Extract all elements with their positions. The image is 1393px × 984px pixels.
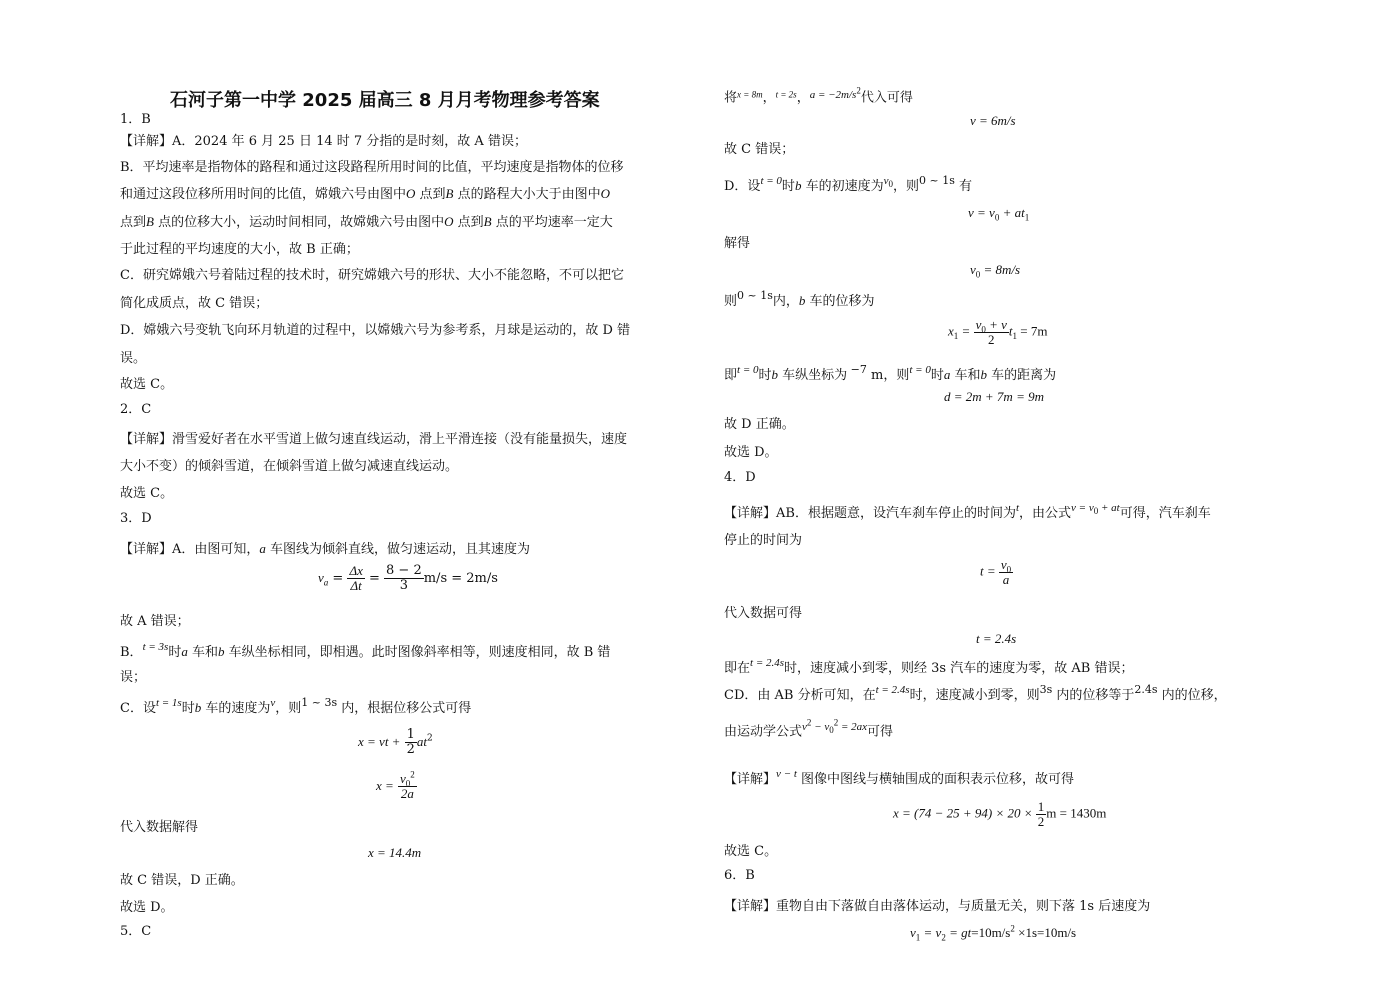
q2-explain-line1: 【详解】滑雪爱好者在水平雪道上做匀速直线运动，滑上平滑连接（没有能量损失，速度 [120,432,628,447]
r-formula-v-v0-at: $v = v_0 + at_1$ [968,205,1030,223]
q5-explain-line1: 【详解】$^{v - t}$ 图像中图线与横轴围成的面积表示位移，故可得 [724,768,1075,787]
r-solve: 解得 [724,236,751,251]
r-then-displacement: 则$^{0 \sim 1s}$内，b 车的位移为 [724,289,875,309]
q1-option-c-line2: 简化成质点，故 C 错误； [120,296,269,311]
r-formula-x1: $x_1$ = $\frac{v_0 + v}{2}$ $t_1 = 7m$ [948,317,1048,347]
q6-explain-line1: 【详解】重物自由下落做自由落体运动，与质量无关，则下落 1s 后速度为 [724,899,1151,914]
page-title: 石河子第一中学 2025 届高三 8 月月考物理参考答案 [170,90,600,111]
q4-explain-line4: CD．由 AB 分析可知，在$^{t = 2.4s}$时，速度减小到零，则$^{3s}$ 内的位移等于$^{2.4s}$ 内的位移， [724,683,1227,703]
question-3-number: 3．D [120,511,152,526]
question-1-number: 1．B [120,112,151,127]
q3-formula-displacement: x = vt + $\frac{1}{2}$ $at^2$ [358,727,433,757]
question-2-number: 2．C [120,402,152,417]
q3-substitute: 代入数据解得 [120,820,199,835]
q3-option-a: 【详解】A．由图可知，a 车图线为倾斜直线，做匀速运动，且其速度为 [120,541,531,557]
r-d-conclusion: 故 D 正确。 [724,417,795,432]
q5-formula-area: x = (74 − 25 + 94) × 20 × $\frac{1}{2}$ m = 1430m [893,799,1107,829]
r-formula-distance: d = 2m + 7m = 9m [944,389,1044,404]
q4-explain-line3: 即在$^{t = 2.4s}$时，速度减小到零，则经 3s 汽车的速度为零，故 AB 错误； [724,657,1134,676]
question-4-number: 4．D [724,470,756,485]
q3-conclusion: 故 C 错误，D 正确。 [120,873,244,888]
q3-option-b-line1: B．$^{t = 3s}$时a 车和b 车纵坐标相同，即相遇。此时图像斜率相等，则速度相同，故 B 错 [120,641,611,660]
q1-option-b-line2: 和通过这段位移所用时间的比值，嫦娥六号由图中O 点到B 点的路程大小大于由图中O [120,186,611,202]
q4-formula-t-result: t = 2.4s [976,631,1017,646]
q3-formula-result: x = 14.4m [368,845,422,860]
q1-option-b-line3: 点到B 点的位移大小，运动时间相同，故嫦娥六号由图中O 点到B 点的平均速率一定大 [120,214,613,230]
q2-explain-line2: 大小不变）的倾斜雪道，在倾斜雪道上做匀减速直线运动。 [120,459,459,474]
r-c-conclusion: 故 C 错误； [724,142,795,157]
q1-answer: 故选 C。 [120,377,174,392]
q4-explain-line2: 停止的时间为 [724,533,803,548]
q3-option-c-line1: C．设$^{t = 1s}$时b 车的速度为$^v$，则$^{1 \sim 3s}$ 内，根据位移公式可得 [120,696,472,716]
q3-option-a-conclusion: 故 A 错误； [120,614,190,629]
q3-formula-x-v0: x = $\frac{v_0^2}{2a}$ [376,769,415,801]
q3-option-b-line2: 误； [120,670,147,685]
q1-option-b-line4: 于此过程的平均速度的大小，故 B 正确； [120,242,359,257]
q1-option-d-line1: D．嫦娥六号变轨飞向环月轨道的过程中，以嫦娥六号为参考系，月球是运动的，故 D 错 [120,323,631,338]
q1-option-b-line1: B．平均速率是指物体的路程和通过这段路程所用时间的比值，平均速度是指物体的位移 [120,160,624,175]
q1-option-c-line1: C．研究嫦娥六号着陆过程的技术时，研究嫦娥六号的形状、大小不能忽略，不可以把它 [120,268,624,283]
q3-answer: 故选 D。 [120,900,174,915]
question-5-number: 5．C [120,924,152,939]
q2-answer: 故选 C。 [120,486,174,501]
r-substitute-line: 将$^{x = 8m}$，$^{t = 2s}$，$^{a = -2m/s^2}$代入可得 [724,85,913,106]
question-6-number: 6．B [724,868,755,883]
q6-formula-velocity: $v_1 = v_2 = gt=10m/s^2 \times 1s=10m/s$ [910,923,1077,943]
q3-formula-velocity-a: $v_a$ = $\frac{\Delta x}{\Delta t}$ = $\frac{8 - 2}{3}$ m/s = 2m/s [318,563,498,593]
q4-explain-line5: 由运动学公式$^{v^2 - v_0^2 = 2ax}$可得 [724,717,894,740]
r-answer-3: 故选 D。 [724,445,778,460]
q1-option-d-line2: 误。 [120,351,147,366]
q4-explain-line1: 【详解】AB．根据题意，设汽车刹车停止的时间为$^t$，由公式$^{v = v_0 + at}$可得，汽车刹车 [724,502,1211,521]
q4-formula-t: t = $\frac{v_0}{a}$ [980,557,1012,587]
q4-substitute: 代入数据可得 [724,606,803,621]
q5-answer: 故选 C。 [724,844,778,859]
r-distance-line: 即$^{t = 0}$时b 车纵坐标为 $^{-7}$ m，则$^{t = 0}$时a 车和b 车的距离为 [724,363,1057,383]
r-option-d-line1: D．设$^{t = 0}$时b 车的初速度为$^{v_0}$，则$^{0 \sim 1s}$ 有 [724,174,972,194]
r-formula-v6: v = 6m/s [970,113,1016,128]
r-formula-v0-8: $v_0 = 8m/s$ [970,262,1021,280]
q1-option-a: 【详解】A．2024 年 6 月 25 日 14 时 7 分指的是时刻，故 A 错误； [120,134,527,149]
